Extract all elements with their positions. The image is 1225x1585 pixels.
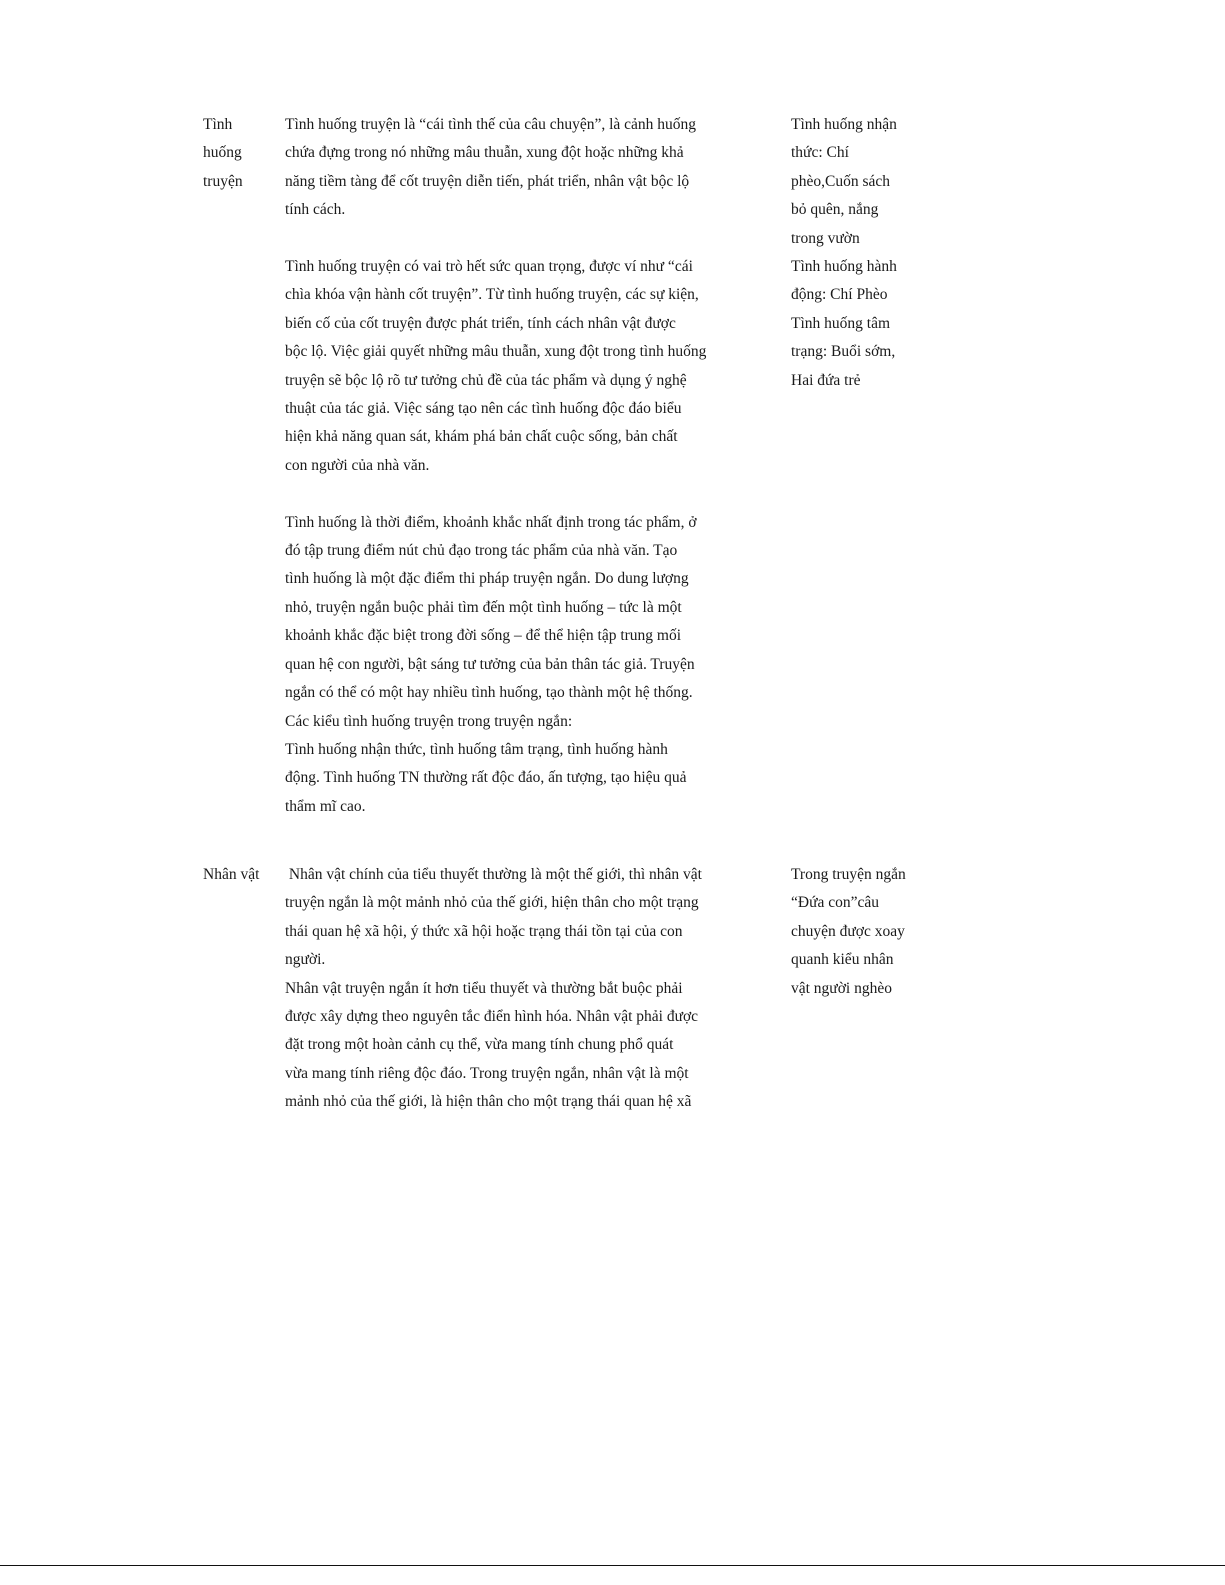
example-line: động: Chí Phèo — [791, 286, 888, 304]
example-line: Tình huống tâm — [791, 314, 891, 332]
body-line: hiện khả năng quan sát, khám phá bản chất cuộc sống, bản chất — [285, 428, 678, 446]
example-line: thức: Chí — [791, 144, 849, 162]
page-bottom-rule — [0, 1565, 1225, 1566]
example-line: Tình huống nhận — [791, 116, 897, 133]
body-line: động. Tình huống TN thường rất độc đáo, ấn tượng, tạo hiệu quả — [285, 769, 687, 787]
paragraph-gap — [285, 480, 755, 508]
body-line: Tình huống truyện có vai trò hết sức quan trọng, được ví như “cái — [285, 258, 693, 276]
body-line: năng tiềm tàng để cốt truyện diễn tiến, phát triển, nhân vật bộc lộ — [285, 172, 690, 190]
body-line: thái quan hệ xã hội, ý thức xã hội hoặc trạng thái tồn tại của con — [285, 922, 683, 940]
body-line: Tình huống là thời điểm, khoảnh khắc nhất định trong tác phẩm, ở — [285, 513, 697, 531]
body-line: thuật của tác giả. Việc sáng tạo nên các tình huống độc đáo biểu — [285, 400, 682, 418]
label-line: Nhân vật — [203, 866, 260, 883]
body-line: Tình huống truyện là “cái tình thế của câu chuyện”, là cảnh huống — [285, 116, 697, 133]
body-line: bộc lộ. Việc giải quyết những mâu thuẫn, xung đột trong tình huống — [285, 343, 707, 361]
body-line: truyện sẽ bộc lộ rõ tư tưởng chủ đề của tác phẩm và dụng ý nghệ — [285, 371, 687, 389]
paragraph — [285, 861, 755, 1117]
body-line: con người của nhà văn. — [285, 456, 430, 474]
example-line: Tình huống hành — [791, 258, 897, 276]
body-line: tính cách. — [285, 201, 346, 219]
row-body — [285, 111, 755, 821]
body-line: khoảnh khắc đặc biệt trong đời sống – để thể hiện tập trung mối — [285, 627, 682, 645]
paragraph — [285, 111, 755, 225]
example-line: quanh kiểu nhân — [791, 951, 894, 969]
row-label — [203, 111, 275, 196]
paragraph-gap — [285, 225, 755, 253]
row-example — [791, 861, 921, 1003]
body-line: đặt trong một hoàn cảnh cụ thể, vừa mang tính chung phổ quát — [285, 1036, 674, 1054]
row-example — [791, 111, 921, 395]
body-line: đó tập trung điểm nút chủ đạo trong tác phẩm của nhà văn. Tạo — [285, 542, 678, 560]
body-line: chứa đựng trong nó những mâu thuẫn, xung đột hoặc những khả — [285, 144, 684, 162]
example-line: trạng: Buổi sớm, — [791, 343, 896, 361]
label-line: huống — [203, 144, 242, 162]
example-line: bỏ quên, nắng — [791, 201, 879, 219]
row-body — [285, 861, 755, 1117]
body-line: tình huống là một đặc điểm thi pháp truyện ngắn. Do dung lượng — [285, 570, 689, 588]
body-line: mảnh nhỏ của thế giới, là hiện thân cho một trạng thái quan hệ xã — [285, 1093, 692, 1111]
label-line: truyện — [203, 172, 243, 190]
body-line: quan hệ con người, bật sáng tư tưởng của bản thân tác giả. Truyện — [285, 655, 695, 673]
example-line: Trong truyện ngắn — [791, 866, 906, 883]
body-line: biến cố của cốt truyện được phát triển, tính cách nhân vật được — [285, 314, 676, 332]
example-line: phèo,Cuốn sách — [791, 172, 891, 190]
body-line: thẩm mĩ cao. — [285, 797, 366, 815]
body-line: Nhân vật truyện ngắn ít hơn tiểu thuyết và thường bắt buộc phải — [285, 979, 683, 997]
example-line: “Đứa con”câu — [791, 894, 879, 912]
example-line: vật người nghèo — [791, 979, 892, 997]
example-line: trong vườn — [791, 229, 860, 247]
body-line: Các kiểu tình huống truyện trong truyện ngắn: — [285, 712, 573, 730]
body-line: ngắn có thể có một hay nhiều tình huống, tạo thành một hệ thống. — [285, 684, 693, 702]
body-line: truyện ngắn là một mảnh nhỏ của thế giới, hiện thân cho một trạng — [285, 894, 699, 912]
example-line: chuyện được xoay — [791, 922, 905, 940]
label-line: Tình — [203, 116, 233, 133]
body-line: vừa mang tính riêng độc đáo. Trong truyện ngắn, nhân vật là một — [285, 1064, 689, 1082]
body-line: người. — [285, 951, 326, 969]
paragraph — [285, 253, 755, 480]
body-line: Tình huống nhận thức, tình huống tâm trạng, tình huống hành — [285, 740, 668, 758]
body-line: chìa khóa vận hành cốt truyện”. Từ tình huống truyện, các sự kiện, — [285, 286, 699, 304]
paragraph — [285, 509, 755, 821]
body-line: nhỏ, truyện ngắn buộc phải tìm đến một tình huống – tức là một — [285, 598, 682, 616]
body-line: được xây dựng theo nguyên tắc điển hình hóa. Nhân vật phải được — [285, 1008, 699, 1026]
body-line: Nhân vật chính của tiểu thuyết thường là một thế giới, thì nhân vật — [285, 866, 702, 883]
example-line: Hai đứa trẻ — [791, 371, 861, 389]
row-label — [203, 861, 275, 889]
